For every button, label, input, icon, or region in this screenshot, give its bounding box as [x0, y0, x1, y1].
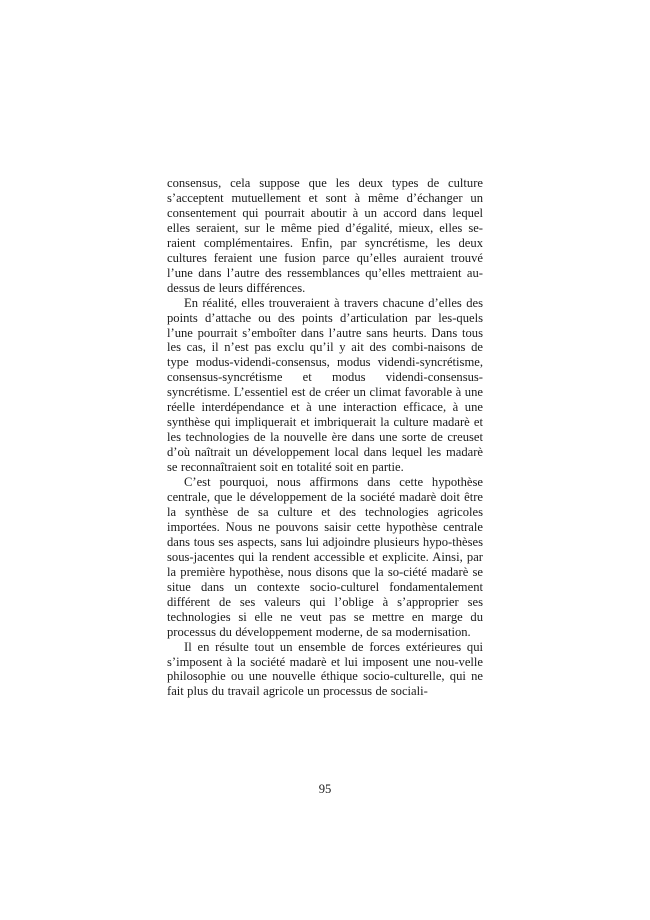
body-text-column: [167, 176, 483, 699]
paragraph: Il en résulte tout un ensemble de forces extérieures qui s’imposent à la société madarè et lui imposent une nou-velle philosophie ou une nouvelle éthique socio-culturelle, qui ne fait plus du travail agricole un processus de sociali-: [167, 639, 483, 699]
page-number: 95: [318, 782, 332, 796]
paragraph: consensus, cela suppose que les deux types de culture s’acceptent mutuellement et sont à même d’échanger un consentement qui pourrait aboutir à un accord dans lequel elles seraient, sur le même pied d’égalité, mieux, elles se-raient complémentaires. Enfin, par syncrétisme, les deux cultures feraient une fusion parce qu’elles auraient trouvé l’une dans l’autre des ressemblances qu’elles mettraient au-dessus de leurs différences.: [167, 176, 483, 295]
paragraph: En réalité, elles trouveraient à travers chacune d’elles des points d’attache ou des points d’articulation par les-quels l’une pourrait s’emboîter dans l’autre sans heurts. Dans tous les cas, il n’est pas exclu qu’il y ait des combi-naisons de type modus-videndi-consensus, modus videndi-syncrétisme, consensus-syncrétisme et modus videndi-consensus-syncrétisme. L’essentiel est de créer un climat favorable à une réelle interdépendance et à une interaction efficace, à une synthèse qui impliquerait et imbriquerait la culture madarè et les technologies de la nouvelle ère dans une sorte de creuset d’où naîtrait un développement local dans lequel les madarè se reconnaîtraient soit en totalité soit en partie.: [167, 295, 483, 475]
paragraph: C’est pourquoi, nous affirmons dans cette hypothèse centrale, que le développement de la société madarè doit être la synthèse de sa culture et des technologies agricoles importées. Nous ne pouvons saisir cette hypothèse centrale dans tous ses aspects, sans lui adjoindre plusieurs hypo-thèses sous-jacentes qui la rendent accessible et explicite. Ainsi, par la première hypothèse, nous disons que la so-ciété madarè se situe dans un contexte socio-culturel fondamentalement différent de ses valeurs qui l’oblige à s’approprier ses technologies si elle ne veut pas se mettre en marge du processus du développement moderne, de sa modernisation.: [167, 475, 483, 639]
